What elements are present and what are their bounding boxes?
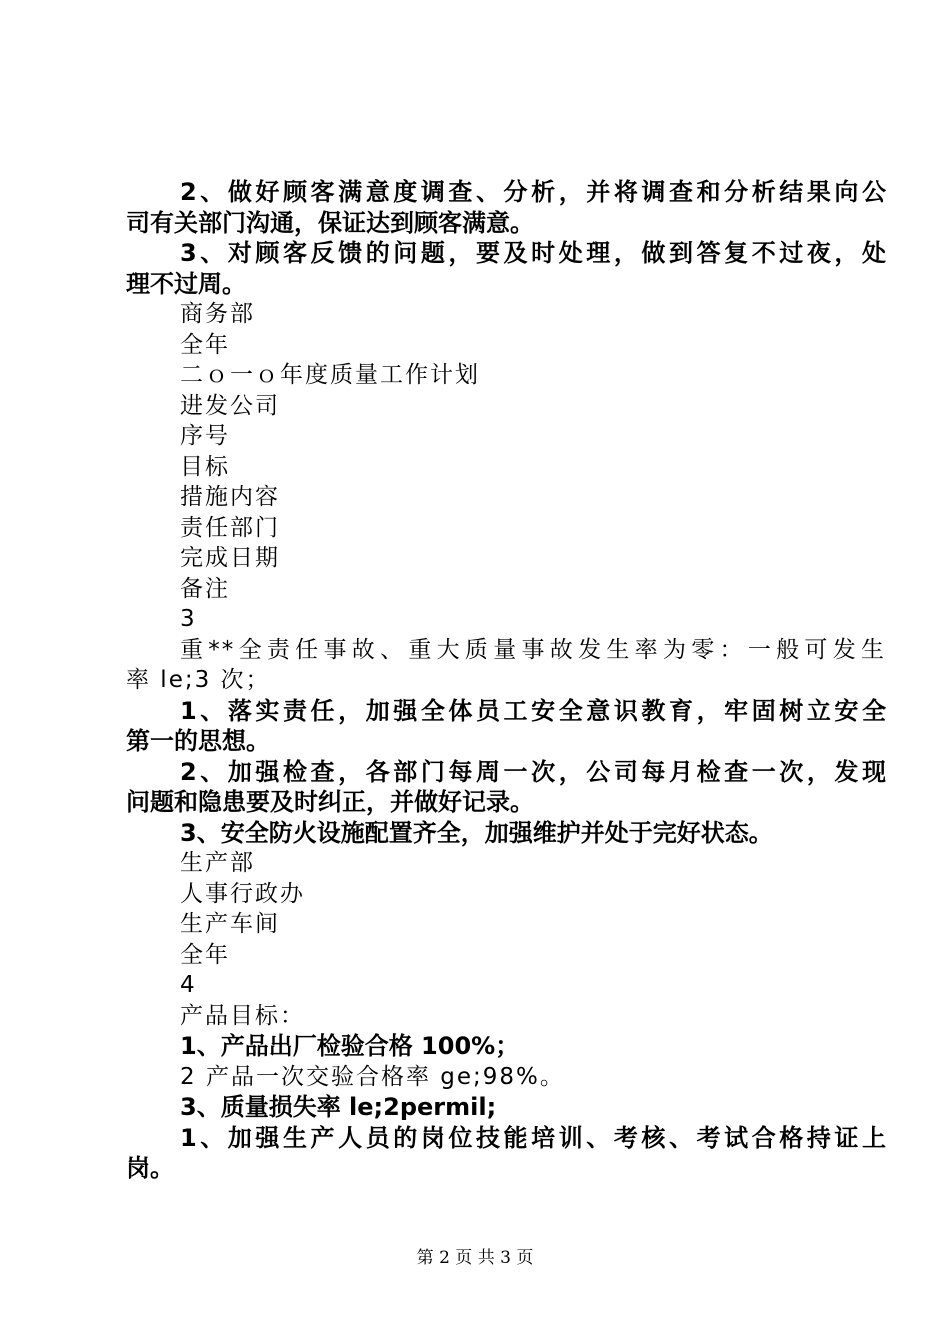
paragraph-line: 问题和隐患要及时纠正，并做好记录。: [126, 788, 534, 816]
cell-text: 目标: [180, 453, 230, 480]
paragraph-line: 2、做好顾客满意度调查、分析，并将调查和分析结果向公: [180, 178, 886, 206]
cell-text: 完成日期: [180, 545, 280, 571]
page-number-footer: 第 2 页 共 3 页: [416, 1248, 534, 1268]
cell-text: 产品目标：: [180, 1002, 305, 1029]
document-body: [126, 177, 886, 1184]
cell-text: 商务部: [180, 301, 255, 327]
paragraph-line: 3、安全防火设施配置齐全，加强维护并处于完好状态。: [180, 818, 773, 847]
cell-text: 生产车间: [180, 911, 280, 937]
cell-text: 备注: [180, 575, 230, 602]
paragraph-line: 第一的思想。: [126, 727, 270, 755]
cell-text: 措施内容: [180, 484, 280, 510]
cell-text: 人事行政办: [180, 880, 305, 907]
paragraph-line: 1、落实责任，加强全体员工安全意识教育，牢固树立安全: [180, 696, 886, 725]
cell-text: 二ｏ一ｏ年度质量工作计划: [180, 362, 480, 388]
cell-text: 3: [180, 606, 197, 632]
cell-text: 进发公司: [180, 392, 280, 419]
paragraph-line: 岗。: [126, 1154, 174, 1182]
cell-text: 全年: [180, 941, 230, 968]
paragraph-line: 1、加强生产人员的岗位技能培训、考核、考试合格持证上: [180, 1123, 886, 1152]
paragraph-line: 3、质量损失率 le;2permil;: [180, 1093, 497, 1121]
cell-text: 序号: [180, 423, 230, 449]
cell-text: 率 le;3 次；: [126, 667, 271, 693]
paragraph-line: 理不过周。: [126, 269, 246, 298]
paragraph-line: 1、产品出厂检验合格 100%；: [180, 1032, 520, 1060]
cell-text: 全年: [180, 331, 230, 358]
paragraph-line: 3、对顾客反馈的问题，要及时处理，做到答复不过夜，处: [180, 239, 886, 267]
cell-text: 重**全责任事故、重大质量事故发生率为零：一般可发生: [180, 636, 886, 663]
cell-text: 责任部门: [180, 514, 280, 541]
cell-text: 2 产品一次交验合格率 ge;98%。: [180, 1063, 565, 1090]
paragraph-line: 司有关部门沟通，保证达到顾客满意。: [126, 208, 534, 237]
cell-text: 4: [180, 972, 197, 998]
cell-text: 生产部: [180, 850, 255, 876]
paragraph-line: 2、加强检查，各部门每周一次，公司每月检查一次，发现: [180, 757, 886, 786]
